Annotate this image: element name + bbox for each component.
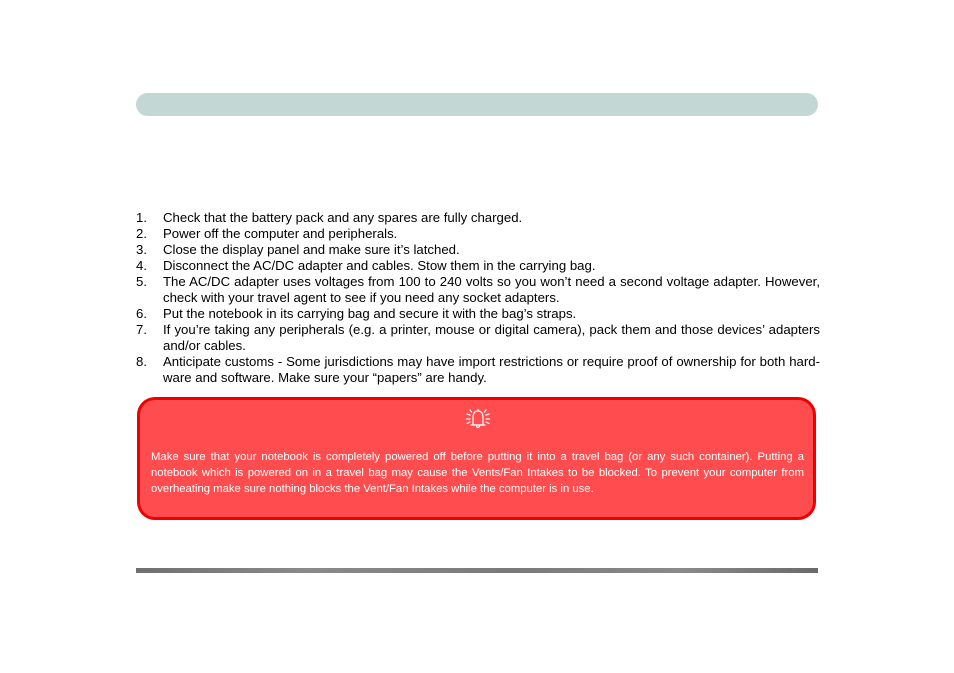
step-text: Disconnect the AC/DC adapter and cables. Stow them in the carrying bag. <box>163 258 596 273</box>
step-number: 2. <box>136 226 147 241</box>
step-number: 8. <box>136 354 147 369</box>
step-text: Check that the battery pack and any spares are fully charged. <box>163 210 523 225</box>
step-number: 1. <box>136 210 147 225</box>
header-bar <box>136 93 818 116</box>
step-text: If you’re taking any peripherals (e.g. a printer, mouse or digital camera), pack them and those devices’ adapters and/or cables. <box>163 322 820 353</box>
list-item <box>136 258 820 274</box>
list-item <box>136 322 820 354</box>
step-number: 6. <box>136 306 147 321</box>
step-number: 5. <box>136 274 147 289</box>
list-item <box>136 274 820 306</box>
alarm-bell-icon <box>464 407 492 429</box>
step-text: Close the display panel and make sure it’s latched. <box>163 242 460 257</box>
list-item <box>136 210 820 226</box>
step-text: Anticipate customs - Some jurisdictions may have import restrictions or require proof of ownership for both hard-ware and software. Make sure your “papers” are handy. <box>163 354 820 385</box>
list-item <box>136 354 820 386</box>
footer-rule <box>136 568 818 573</box>
warning-box <box>137 397 816 520</box>
step-number: 7. <box>136 322 147 337</box>
warning-text: Make sure that your notebook is completely powered off before putting it into a travel bag (or any such container). Putting a notebook which is powered on in a travel bag may cause the Vents/Fan Intakes to be blocked. To prevent your computer from overheating make sure nothing blocks the Vent/Fan Intakes while the computer is in use. <box>151 451 804 495</box>
step-text: Power off the computer and peripherals. <box>163 226 398 241</box>
list-item <box>136 226 820 242</box>
step-text: Put the notebook in its carrying bag and secure it with the bag’s straps. <box>163 306 577 321</box>
list-item <box>136 306 820 322</box>
steps-list <box>136 210 820 386</box>
list-item <box>136 242 820 258</box>
step-number: 4. <box>136 258 147 273</box>
step-number: 3. <box>136 242 147 257</box>
step-text: The AC/DC adapter uses voltages from 100 to 240 volts so you won’t need a second voltage adapter. However, check with your travel agent to see if you need any socket adapters. <box>163 274 820 305</box>
